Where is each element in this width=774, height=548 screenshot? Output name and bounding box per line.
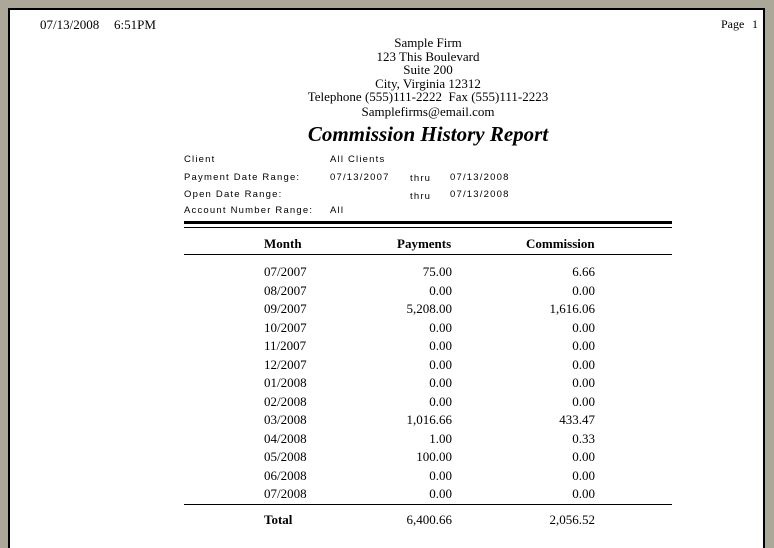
table-row (184, 394, 672, 412)
table-row (184, 338, 672, 356)
total-row (184, 512, 672, 530)
payments-cell: 0.00 (429, 375, 452, 390)
payment-to: 07/13/2008 (450, 172, 510, 183)
page-number: 1 (752, 17, 758, 31)
header-underline (184, 254, 672, 255)
commission-cell: 0.00 (572, 319, 595, 335)
open-thru-label: thru (410, 191, 432, 202)
report-page (8, 8, 765, 548)
commission-cell: 1,616.06 (549, 301, 595, 316)
table-row (184, 412, 672, 430)
open-to: 07/13/2008 (450, 189, 510, 200)
commission-table (184, 236, 672, 526)
payment-range-label: Payment Date Range: (184, 172, 301, 183)
commission-cell: 433.47 (559, 412, 595, 427)
firm-address-1: 123 This Boulevard (376, 48, 480, 64)
payments-cell: 100.00 (416, 449, 452, 464)
month-cell: 03/2008 (264, 412, 307, 427)
month-cell: 01/2008 (264, 375, 307, 390)
payments-cell: 75.00 (422, 264, 452, 279)
firm-phone-fax: Telephone (555)111-2222 Fax (555)111-2223 (307, 89, 549, 105)
table-row (184, 486, 672, 504)
commission-cell: 0.00 (572, 449, 595, 464)
payment-from: 07/13/2007 (330, 172, 390, 183)
commission-cell: 0.00 (572, 282, 595, 298)
payments-cell: 1,016.66 (406, 412, 452, 427)
payments-cell: 0.00 (429, 393, 452, 409)
table-row (184, 468, 672, 486)
payments-cell: 0.00 (429, 338, 452, 353)
commission-cell: 0.00 (572, 338, 595, 353)
report-title: Commission History Report (307, 122, 549, 146)
commission-cell: 0.00 (572, 356, 595, 372)
commission-cell: 0.00 (572, 486, 595, 501)
month-cell: 06/2008 (264, 467, 307, 483)
payments-cell: 0.00 (429, 282, 452, 298)
payments-cell: 0.00 (429, 467, 452, 483)
payments-cell: 0.00 (429, 319, 452, 335)
column-header-month: Month (264, 236, 302, 251)
double-rule-thick (184, 221, 672, 224)
account-value: All (330, 205, 345, 216)
month-cell: 02/2008 (264, 393, 307, 409)
account-range-label: Account Number Range: (184, 205, 314, 216)
table-row (184, 357, 672, 375)
table-row (184, 264, 672, 282)
firm-city-state-zip: City, Virginia 12312 (375, 75, 481, 91)
payments-cell: 0.00 (429, 486, 452, 501)
table-header-row (184, 236, 672, 254)
payments-cell: 5,208.00 (406, 301, 452, 316)
column-header-payments: Payments (397, 236, 452, 251)
firm-address-2: Suite 200 (403, 62, 453, 78)
month-cell: 04/2008 (264, 430, 307, 446)
double-rule-thin (184, 227, 672, 228)
table-row (184, 283, 672, 301)
commission-cell: 0.00 (572, 467, 595, 483)
total-commission: 2,056.52 (549, 512, 595, 527)
month-cell: 05/2008 (264, 449, 307, 464)
table-row (184, 301, 672, 319)
commission-cell: 0.00 (572, 393, 595, 409)
table-row (184, 431, 672, 449)
month-cell: 11/2007 (264, 338, 307, 353)
payment-thru-label: thru (410, 173, 432, 184)
firm-name: Sample Firm (394, 35, 462, 50)
commission-cell: 0.33 (572, 430, 595, 446)
month-cell: 07/2008 (264, 486, 307, 501)
table-row (184, 449, 672, 467)
month-cell: 08/2007 (264, 282, 307, 298)
page-label: Page (721, 17, 745, 31)
column-header-commission: Commission (526, 236, 595, 251)
print-date: 07/13/2008 (40, 17, 100, 32)
table-row (184, 320, 672, 338)
print-time: 6:51PM (114, 17, 156, 32)
total-label: Total (264, 512, 293, 527)
month-cell: 12/2007 (264, 356, 307, 372)
total-payments: 6,400.66 (406, 512, 452, 527)
month-cell: 09/2007 (264, 301, 307, 316)
payments-cell: 1.00 (429, 430, 452, 446)
payments-cell: 0.00 (429, 356, 452, 372)
firm-info (280, 36, 576, 119)
month-cell: 07/2007 (264, 264, 307, 279)
open-range-label: Open Date Range: (184, 189, 283, 200)
month-cell: 10/2007 (264, 319, 307, 335)
client-value: All Clients (330, 154, 386, 165)
client-label: Client (184, 154, 216, 165)
table-row (184, 375, 672, 393)
firm-email: Samplefirms@email.com (361, 103, 495, 119)
commission-cell: 0.00 (572, 375, 595, 390)
total-rule (184, 504, 672, 505)
commission-cell: 6.66 (572, 264, 595, 279)
